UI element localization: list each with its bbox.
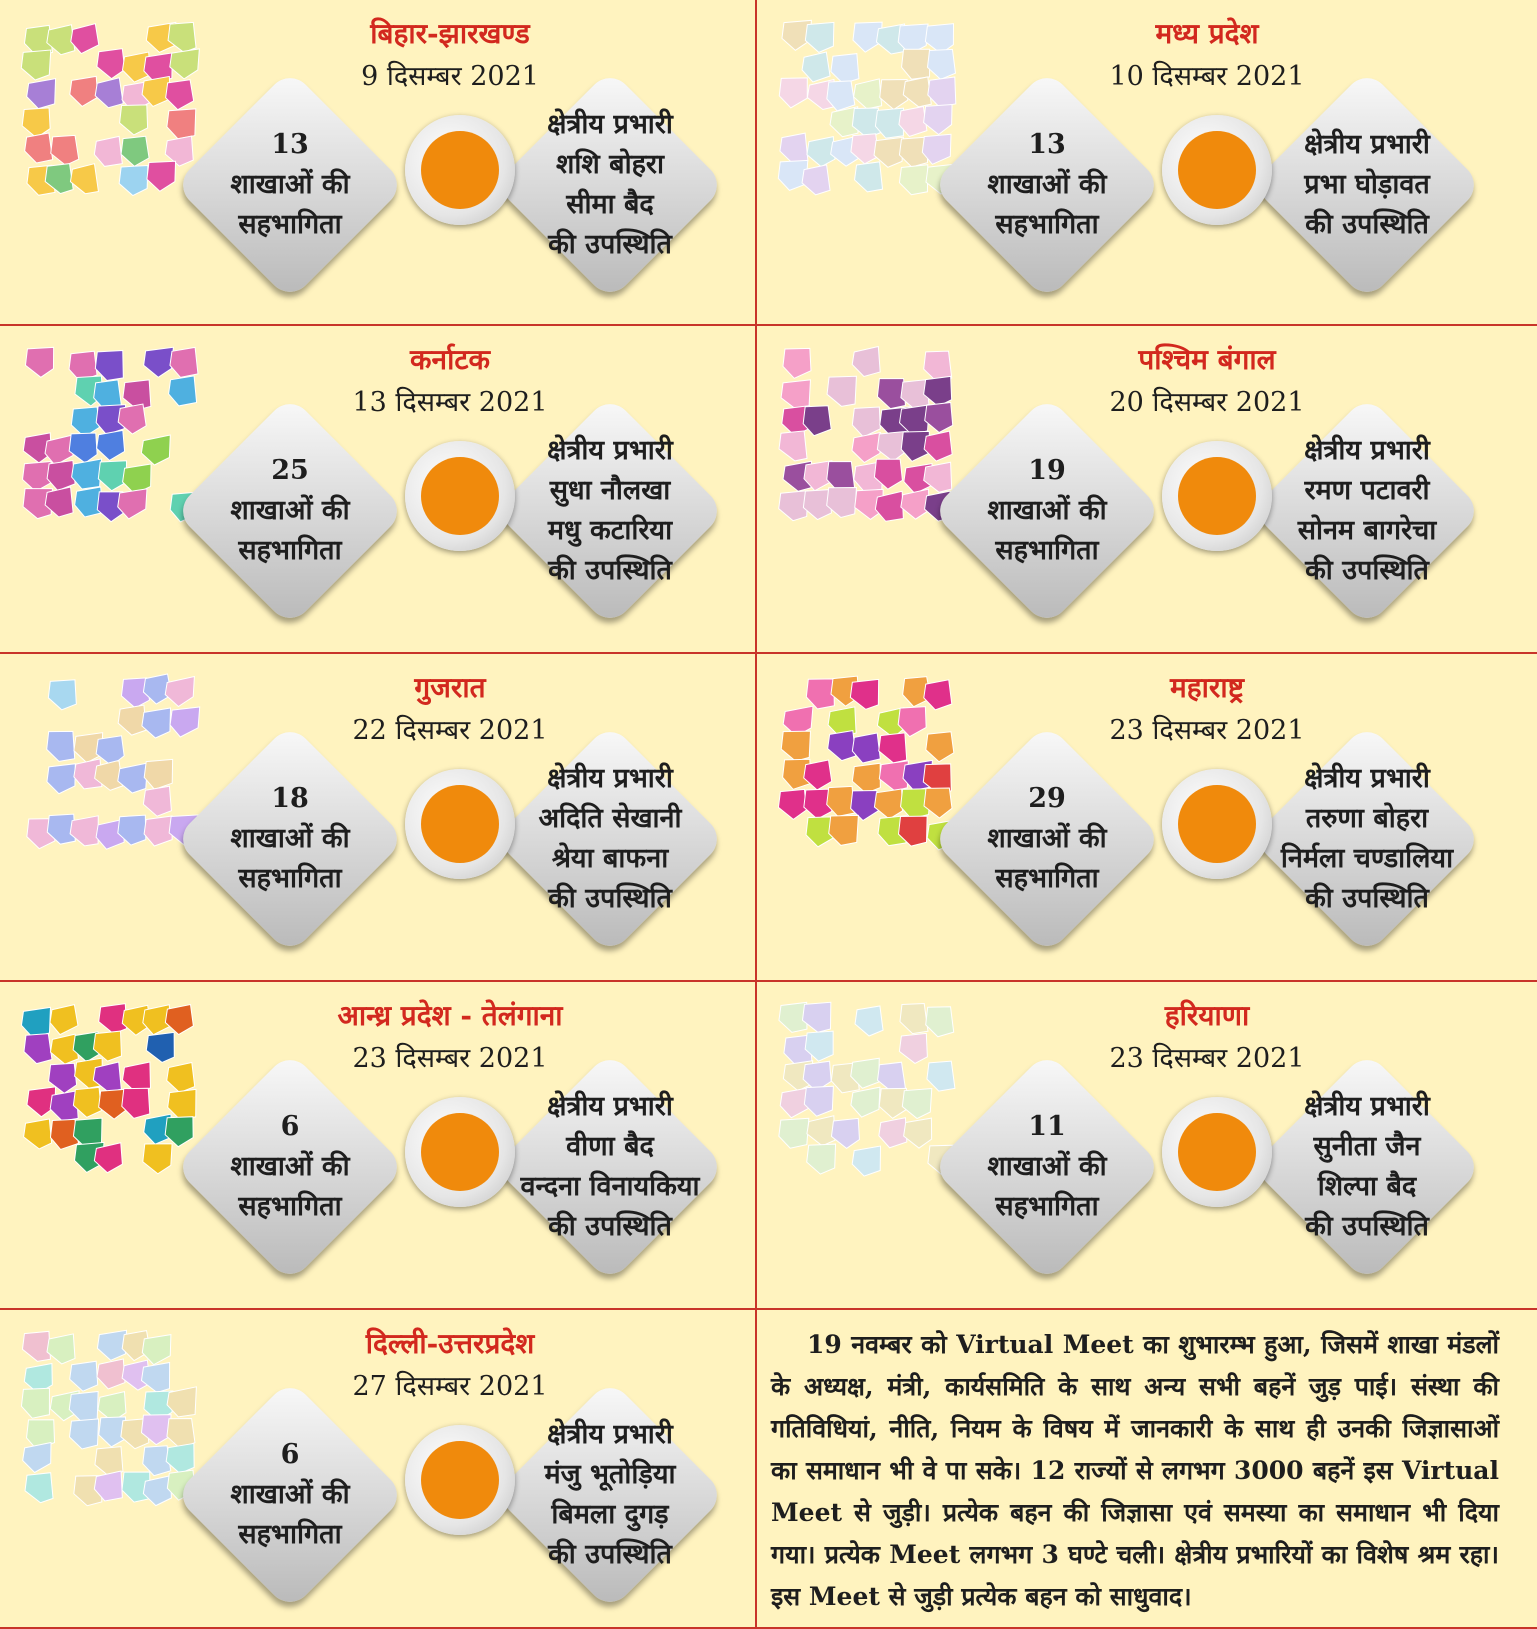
district-shape <box>25 133 53 163</box>
incharge-line: क्षेत्रीय प्रभारी <box>547 1091 673 1122</box>
incharge-line: क्षेत्रीय प्रभारी <box>1304 763 1430 794</box>
incharge-line: की उपस्थिति <box>1305 1211 1429 1242</box>
district-shape <box>69 1391 98 1421</box>
incharge-line: तरुणा बोहरा <box>1305 803 1429 834</box>
district-shape <box>120 105 148 135</box>
district-shape <box>165 1005 193 1035</box>
region-card <box>0 0 757 326</box>
district-shape <box>94 136 122 166</box>
district-shape <box>98 461 126 491</box>
district-shape <box>778 789 806 819</box>
district-shape <box>926 1007 954 1037</box>
district-shape <box>828 731 856 761</box>
incharge-line: की उपस्थिति <box>548 555 672 586</box>
district-shape <box>118 763 148 793</box>
district-shape <box>783 348 811 378</box>
branch-count: 6 <box>280 1111 300 1142</box>
district-shape <box>852 733 880 763</box>
participation-label: सहभागिता <box>238 535 342 566</box>
participation-label: सहभागिता <box>995 535 1099 566</box>
district-shape <box>802 165 830 195</box>
incharge-line: क्षेत्रीय प्रभारी <box>1304 435 1430 466</box>
participation-label: शाखाओं की <box>987 823 1107 854</box>
region-card <box>0 1310 757 1629</box>
summary-paragraph: 19 नवम्बर को Virtual Meet का शुभारम्भ हुआ, जिसमें शाखा मंडलों के अध्यक्ष, मंत्री, कार्यसमिति के साथ अन्य सभी बहनें जुड़ पाई। संस्था की गतिविधियां, नीति, नियम के विषय में जानकारी के साथ ही उनकी जिज्ञासाओं का समाधान भी वे पा सके। 12 राज्यों से लगभग 3000 बहनें इस Virtual Meet से जुड़ी। प्रत्येक बहन की जिज्ञासा एवं समस्या का समाधान भी दिया गया। प्रत्येक Meet लगभग 3 घण्टे चली। क्षेत्रीय प्रभारियों का विशेष श्रम रहा। इस Meet से जुड़ी प्रत्येक बहन को साधुवाद। <box>771 1330 1499 1611</box>
incharge-line: सुधा नौलखा <box>549 475 671 506</box>
orange-circle-icon <box>1162 115 1272 225</box>
branch-count: 18 <box>271 783 309 814</box>
district-shape <box>47 1334 75 1364</box>
district-shape <box>851 1087 880 1117</box>
district-shape <box>852 433 881 463</box>
participation-diamond <box>160 381 392 613</box>
district-shape <box>24 1119 52 1149</box>
meet-date: 9 दिसम्बर 2021 <box>361 61 539 92</box>
district-shape <box>23 461 52 491</box>
incharge-line: प्रभा घोड़ावत <box>1304 169 1430 200</box>
orange-circle-icon <box>1162 1097 1272 1207</box>
participation-diamond <box>160 1365 392 1597</box>
participation-diamond <box>917 55 1149 287</box>
meet-date: 13 दिसम्बर 2021 <box>352 387 548 418</box>
participation-label: सहभागिता <box>238 209 342 240</box>
district-shape <box>807 1144 836 1174</box>
branch-count: 25 <box>271 455 309 486</box>
incharge-line: क्षेत्रीय प्रभारी <box>547 1419 673 1450</box>
district-shape <box>165 677 194 707</box>
incharge-line: अदिति सेखानी <box>538 803 682 834</box>
participation-label: शाखाओं की <box>230 823 350 854</box>
orange-circle-icon <box>1162 441 1272 551</box>
incharge-line: सोनम बागरेचा <box>1297 515 1437 546</box>
district-shape <box>72 459 102 489</box>
incharge-line: रमण पटावरी <box>1304 475 1430 506</box>
incharge-line: सीमा बैद <box>566 189 654 220</box>
district-shape <box>900 1004 928 1034</box>
participation-diamond <box>917 1037 1149 1269</box>
district-shape <box>97 430 125 460</box>
district-shape <box>118 705 146 735</box>
region-title: कर्नाटक <box>410 343 490 376</box>
meet-date: 23 दिसम्बर 2021 <box>1109 1043 1305 1074</box>
incharge-line: क्षेत्रीय प्रभारी <box>547 763 673 794</box>
incharge-line: सुनीता जैन <box>1313 1131 1421 1162</box>
incharge-line: वन्दना विनायकिया <box>520 1171 700 1202</box>
district-shape <box>97 49 125 79</box>
district-shape <box>781 380 810 410</box>
region-title: महाराष्ट्र <box>1170 671 1244 704</box>
district-shape <box>122 1088 150 1118</box>
district-shape <box>807 1116 835 1146</box>
meet-date: 10 दिसम्बर 2021 <box>1109 61 1305 92</box>
district-shape <box>21 1388 49 1418</box>
region-card <box>0 982 757 1310</box>
participation-label: शाखाओं की <box>987 495 1107 526</box>
branch-count: 6 <box>280 1439 300 1470</box>
participation-diamond <box>917 381 1149 613</box>
participation-label: सहभागिता <box>238 1519 342 1550</box>
district-shape <box>97 1359 125 1389</box>
meet-date: 27 दिसम्बर 2021 <box>352 1371 548 1402</box>
participation-label: शाखाओं की <box>987 1151 1107 1182</box>
region-title: हरियाणा <box>1164 999 1250 1032</box>
participation-diamond <box>917 709 1149 941</box>
meet-date: 20 दिसम्बर 2021 <box>1109 387 1305 418</box>
region-title: पश्चिम बंगाल <box>1138 343 1276 376</box>
district-shape <box>119 166 148 196</box>
district-shape <box>806 679 834 709</box>
district-shape <box>874 789 902 819</box>
participation-label: सहभागिता <box>238 863 342 894</box>
region-card <box>757 654 1537 982</box>
incharge-line: क्षेत्रीय प्रभारी <box>547 109 673 140</box>
incharge-line: की उपस्थिति <box>1305 209 1429 240</box>
district-shape <box>852 1146 880 1176</box>
orange-circle-icon <box>405 441 515 551</box>
participation-diamond <box>160 55 392 287</box>
incharge-line: निर्मला चण्डालिया <box>1280 843 1454 874</box>
district-shape <box>827 376 856 406</box>
district-shape <box>70 1361 98 1391</box>
district-shape <box>25 1473 53 1503</box>
district-shape <box>878 1062 906 1092</box>
incharge-line: की उपस्थिति <box>548 883 672 914</box>
district-shape <box>27 79 56 109</box>
participation-label: सहभागिता <box>995 863 1099 894</box>
district-shape <box>93 1031 121 1061</box>
district-shape <box>781 731 810 761</box>
district-shape <box>805 22 834 52</box>
district-shape <box>855 162 883 192</box>
district-shape <box>924 680 952 710</box>
participation-label: शाखाओं की <box>230 1479 350 1510</box>
region-card <box>757 0 1537 326</box>
orange-circle-icon <box>405 1425 515 1535</box>
district-shape <box>779 431 807 461</box>
incharge-line: मधु कटारिया <box>547 515 673 546</box>
participation-label: सहभागिता <box>238 1191 342 1222</box>
district-shape <box>50 1005 78 1035</box>
district-shape <box>780 133 808 163</box>
district-shape <box>854 79 882 109</box>
district-shape <box>779 78 807 108</box>
participation-label: शाखाओं की <box>987 169 1107 200</box>
participation-label: शाखाओं की <box>230 1151 350 1182</box>
orange-circle-icon <box>405 115 515 225</box>
orange-circle-icon <box>405 1097 515 1207</box>
participation-label: सहभागिता <box>995 209 1099 240</box>
meet-date: 22 दिसम्बर 2021 <box>352 715 548 746</box>
district-shape <box>855 1006 883 1036</box>
orange-circle-icon <box>405 769 515 879</box>
orange-circle-icon <box>1162 769 1272 879</box>
district-shape <box>25 347 53 377</box>
district-shape <box>852 407 880 437</box>
district-shape <box>144 347 174 377</box>
branch-count: 13 <box>271 129 309 160</box>
district-shape <box>95 78 123 108</box>
district-shape <box>24 1034 52 1064</box>
district-shape <box>852 346 880 376</box>
district-shape <box>47 764 75 794</box>
participation-label: शाखाओं की <box>230 169 350 200</box>
participation-diamond <box>160 1037 392 1269</box>
district-shape <box>48 680 76 710</box>
incharge-line: की उपस्थिति <box>548 229 672 260</box>
incharge-line: की उपस्थिति <box>1305 555 1429 586</box>
district-shape <box>879 1118 907 1148</box>
region-title: आन्ध्र प्रदेश - तेलंगाना <box>337 999 563 1032</box>
district-shape <box>70 164 98 194</box>
district-shape <box>827 461 855 491</box>
incharge-line: शिल्पा बैद <box>1317 1171 1417 1202</box>
participation-label: शाखाओं की <box>230 495 350 526</box>
region-card <box>0 326 757 654</box>
incharge-line: बिमला दुगड़ <box>551 1499 669 1530</box>
meet-date: 23 दिसम्बर 2021 <box>352 1043 548 1074</box>
district-shape <box>803 406 831 436</box>
region-card <box>757 326 1537 654</box>
branch-count: 19 <box>1028 455 1066 486</box>
district-shape <box>829 815 859 845</box>
district-shape <box>23 1442 51 1472</box>
district-shape <box>21 50 51 80</box>
district-shape <box>804 1086 833 1116</box>
district-shape <box>879 733 907 763</box>
district-shape <box>804 760 832 790</box>
district-shape <box>168 22 196 52</box>
district-shape <box>170 347 198 377</box>
incharge-line: की उपस्थिति <box>548 1211 672 1242</box>
incharge-line: क्षेत्रीय प्रभारी <box>547 435 673 466</box>
branch-count: 13 <box>1028 129 1066 160</box>
district-shape <box>71 407 99 437</box>
region-title: बिहार-झारखण्ड <box>370 17 530 50</box>
region-card <box>0 654 757 982</box>
district-shape <box>51 135 79 165</box>
district-shape <box>121 136 149 166</box>
branch-count: 11 <box>1028 1111 1066 1142</box>
meet-date: 23 दिसम्बर 2021 <box>1109 715 1305 746</box>
district-shape <box>69 1419 98 1449</box>
participation-label: सहभागिता <box>995 1191 1099 1222</box>
participation-diamond <box>160 709 392 941</box>
region-title: मध्य प्रदेश <box>1155 17 1259 50</box>
incharge-line: शशि बोहरा <box>556 149 664 180</box>
summary-card <box>757 1310 1537 1629</box>
district-shape <box>21 1007 50 1037</box>
district-shape <box>122 1062 150 1092</box>
district-shape <box>831 54 859 84</box>
region-card <box>757 982 1537 1310</box>
incharge-line: की उपस्थिति <box>1305 883 1429 914</box>
region-title: दिल्ली-उत्तरप्रदेश <box>365 1327 535 1360</box>
district-shape <box>22 1331 50 1361</box>
district-shape <box>47 731 75 761</box>
incharge-line: वीणा बैद <box>566 1131 654 1162</box>
district-shape <box>852 763 880 793</box>
district-shape <box>70 76 98 106</box>
incharge-line: मंजु भूतोड़िया <box>544 1459 676 1490</box>
incharge-line: की उपस्थिति <box>548 1539 672 1570</box>
incharge-line: क्षेत्रीय प्रभारी <box>1304 129 1430 160</box>
district-shape <box>850 679 878 709</box>
region-title: गुजरात <box>414 671 486 704</box>
district-shape <box>779 1118 809 1148</box>
incharge-line: श्रेया बाफना <box>551 843 669 874</box>
district-shape <box>69 433 97 463</box>
district-shape <box>47 461 75 491</box>
incharge-line: क्षेत्रीय प्रभारी <box>1304 1091 1430 1122</box>
branch-count: 29 <box>1028 783 1066 814</box>
